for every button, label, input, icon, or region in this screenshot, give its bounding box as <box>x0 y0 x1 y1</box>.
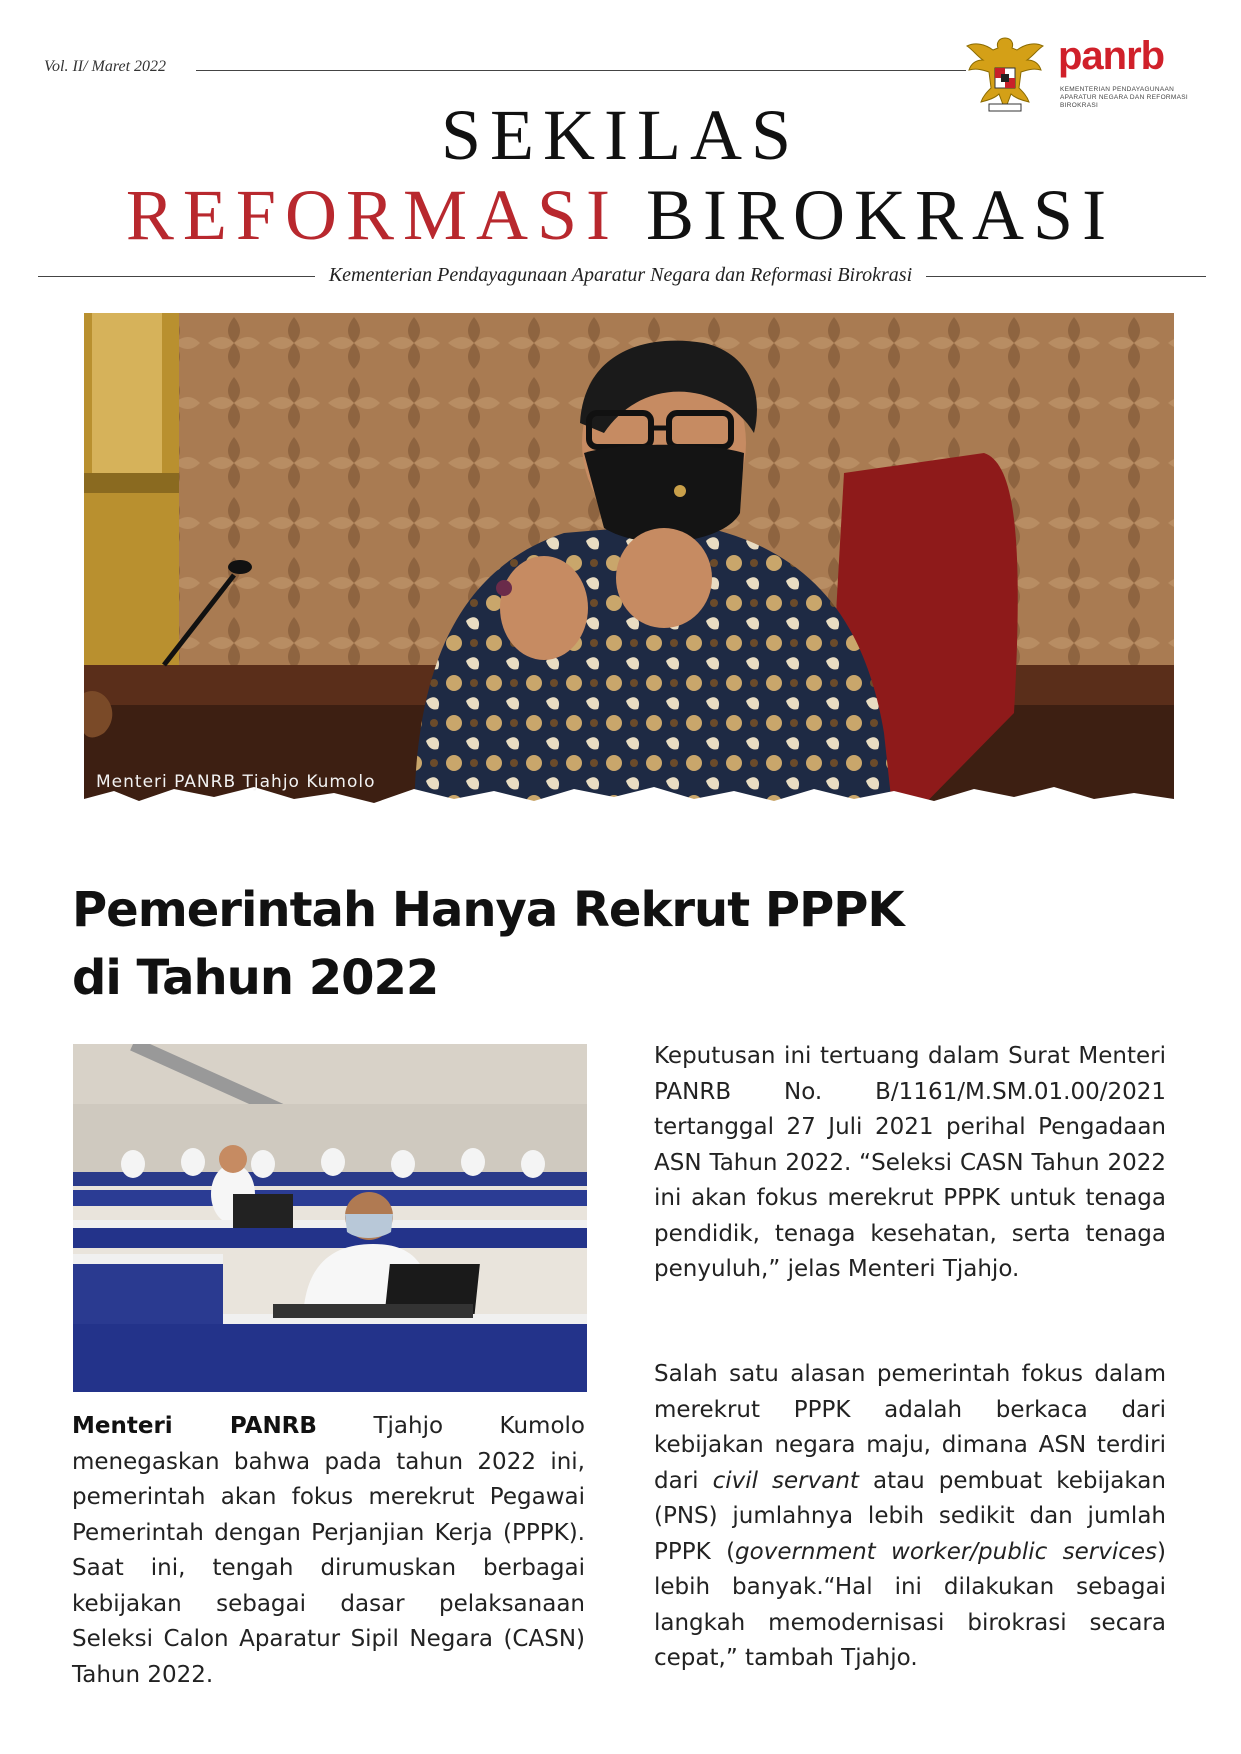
para2-text-b: atau pembuat kebijakan (PNS) jumlahnya lebih sedikit dan jumlah PPPK ( <box>654 1467 1166 1565</box>
article-headline-line2: di Tahun 2022 <box>72 950 439 1006</box>
article-headline-line1: Pemerintah Hanya Rekrut PPPK <box>72 882 904 938</box>
masthead-title-black: BIROKRASI <box>646 175 1116 255</box>
header-top-rule <box>196 70 966 71</box>
article-headline <box>72 876 1072 1012</box>
panrb-logo-wordmark: panrb <box>1058 34 1165 78</box>
masthead-subtitle-text: Kementerian Pendayagunaan Aparatur Negara dan Reformasi Birokrasi <box>315 264 926 286</box>
para2-text-a: Salah satu alasan pemerintah fokus dalam merekrut PPPK adalah berkaca dari kebijakan negara maju, dimana ASN terdiri dari <box>654 1361 1166 1494</box>
volume-label: Vol. II/ Maret 2022 <box>44 58 167 75</box>
article-lead-bold: Menteri PANRB <box>72 1413 317 1439</box>
masthead-title-red: REFORMASI <box>125 175 620 255</box>
hero-photo <box>84 313 1174 825</box>
exam-room-photo <box>73 1044 587 1392</box>
masthead-subtitle <box>0 264 1241 287</box>
exam-room-illustration <box>73 1044 587 1392</box>
para2-italic-civil-servant: civil servant <box>712 1467 859 1494</box>
hero-photo-illustration <box>84 313 1174 825</box>
para2-italic-government-worker: government worker/public services <box>735 1538 1158 1565</box>
masthead-title-line1: SEKILAS <box>440 95 800 175</box>
hero-caption: Menteri PANRB Tjahjo Kumolo <box>96 772 376 792</box>
article-body-right-para1: Keputusan ini tertuang dalam Surat Menteri PANRB No. B/1161/M.SM.01.00/2021 tertanggal 27 Juli 2021 perihal Pengadaan ASN Tahun 2022. “Seleksi CASN Tahun 2022 ini akan fokus merekrut PPPK untuk tenaga pendidik, tenaga kesehatan, serta tenaga penyuluh,” jelas Menteri Tjahjo. <box>654 1043 1166 1282</box>
article-body-left <box>72 1409 585 1693</box>
article-lead-text: Tjahjo Kumolo menegaskan bahwa pada tahun 2022 ini, pemerintah akan fokus merekrut Pegawai Pemerintah dengan Perjanjian Kerja (PPPK). Saat ini, tengah dirumuskan berbagai kebijakan sebagai dasar pelaksanaan Seleksi Calon Aparatur Sipil Negara (CASN) Tahun 2022. <box>72 1413 585 1688</box>
para2-text-c: ) lebih banyak.“Hal ini dilakukan sebagai langkah memodernisasi birokrasi secara cepat,” tambah Tjahjo. <box>654 1538 1166 1671</box>
article-body-right-para2 <box>654 1357 1166 1677</box>
panrb-logo-subtext: KEMENTERIAN PENDAYAGUNAAN APARATUR NEGARA DAN REFORMASI BIROKRASI <box>1060 86 1189 109</box>
masthead-title-line2 <box>0 174 1241 257</box>
